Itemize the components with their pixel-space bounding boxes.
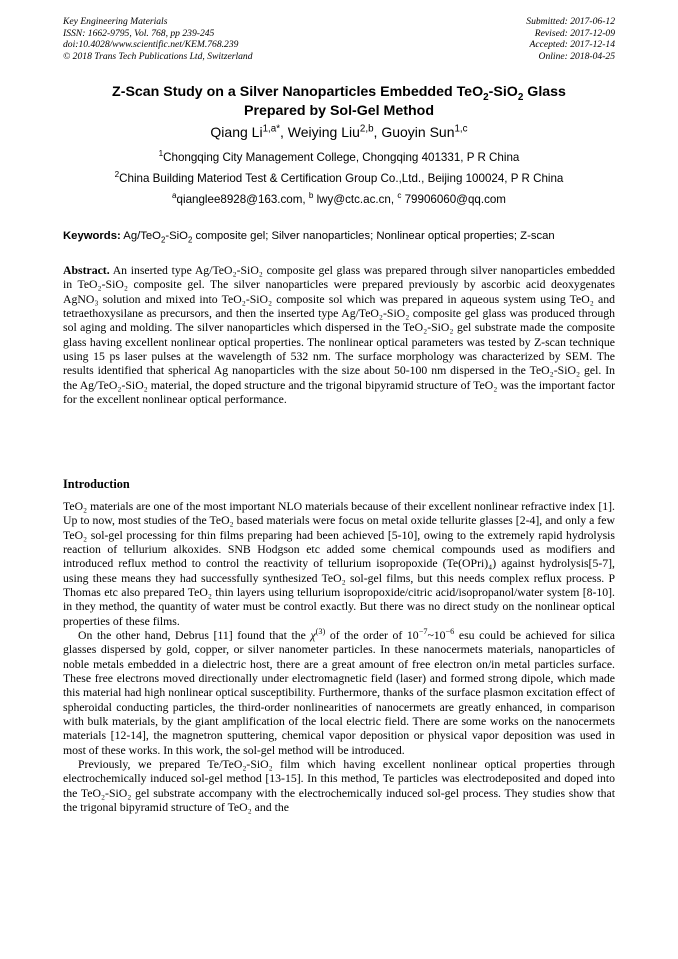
keywords bbox=[63, 229, 615, 243]
title-sub: 2 bbox=[483, 91, 489, 103]
author-name: , Weiying Liu bbox=[280, 124, 360, 140]
abstract-label: Abstract. bbox=[63, 264, 110, 277]
email-sup: b bbox=[308, 191, 314, 201]
text-run: ~10 bbox=[427, 628, 446, 642]
paper-title bbox=[63, 83, 615, 121]
email: lwy@ctc.ac.cn, bbox=[313, 193, 398, 206]
email: 79906060@qq.com bbox=[401, 193, 506, 206]
section-heading: Introduction bbox=[63, 477, 130, 491]
dates-info bbox=[526, 16, 615, 62]
chi-sup: (3) bbox=[315, 627, 326, 637]
author-sup: 1,a* bbox=[262, 123, 281, 135]
affiliation-1 bbox=[63, 151, 615, 165]
kw-text: -SiO bbox=[165, 230, 188, 242]
kw-text: Ag/TeO bbox=[120, 230, 161, 242]
aff-text: China Building Materiod Test & Certification Group Co.,Ltd., Beijing 100024, P R China bbox=[119, 172, 564, 185]
title-sub: 2 bbox=[517, 91, 524, 103]
issn: ISSN: 1662-9795, Vol. 768, pp 239-245 bbox=[63, 27, 215, 39]
text-run: of the order of 10 bbox=[325, 628, 419, 642]
journal-info bbox=[63, 16, 253, 62]
kw-sub: 2 bbox=[187, 235, 193, 245]
kw-sub: 2 bbox=[160, 235, 166, 245]
title-line2: Prepared by Sol-Gel Method bbox=[244, 103, 434, 119]
paragraph bbox=[63, 629, 615, 758]
title-part: Z-Scan Study on a Silver Nanoparticles Embedded TeO bbox=[112, 84, 484, 100]
exponent: −7 bbox=[418, 627, 428, 637]
author-name: Qiang Li bbox=[210, 124, 263, 140]
abstract bbox=[63, 264, 615, 407]
author-sup: 1,c bbox=[454, 123, 468, 135]
title-part: -SiO bbox=[488, 84, 518, 100]
kw-text: composite gel; Silver nanoparticles; Nonlinear optical properties; Z-scan bbox=[192, 230, 555, 242]
exponent: −6 bbox=[445, 627, 455, 637]
author-name: , Guoyin Sun bbox=[373, 124, 455, 140]
email: qianglee8928@163.com, bbox=[176, 193, 309, 206]
paragraph: Previously, we prepared Te/TeO₂-SiO₂ film which having excellent nonlinear optical properties through electrochemically induced sol-gel method [13-15]. In this method, Te particles was electrodeposited and doped into the TeO₂-SiO₂ gel substrate accompany with the electrochemically induced sol-gel process. They studies show that the trigonal bipyramid structure of TeO₂ and the bbox=[63, 757, 615, 814]
journal-name: Key Engineering Materials bbox=[63, 16, 168, 27]
aff-sup: 2 bbox=[114, 170, 120, 180]
aff-text: Chongqing City Management College, Chongqing 401331, P R China bbox=[163, 151, 520, 164]
author-sup: 2,b bbox=[359, 123, 374, 135]
chi-symbol: χ bbox=[310, 628, 316, 642]
paragraph: TeO₂ materials are one of the most important NLO materials because of their excellent nonlinear refractive index [1]. Up to now, most studies of the TeO₂ based materials were focus on metal oxide tellurite glasses [2-4], and only a few TeO₂ sol-gel processing for thin films preparing had been achieved [5-10], owing to the extremely rapid hydrolysis reaction of tellurium alkoxides. SNB Hodgson etc added some chemical compounds used as modifiers and introduced reflux method to control the reactivity of tellurium isopropoxide (Te(OPri)₄) against hydrolysis[5-7], using these means they had successfully synthesized TeO₂ sol-gel films, but this needs complex reflux process. P Thomas etc also prepared TeO₂ thin layers using tellurium isopropoxide/citric acid/isopropanol/water system [8-10]. in they method, the quantity of water must be control exactly. But there was no direct study on the nonlinear optical properties of these films. bbox=[63, 500, 615, 628]
aff-sup: 1 bbox=[158, 149, 164, 159]
keywords-label: Keywords: bbox=[63, 230, 121, 242]
email-sup: c bbox=[397, 191, 402, 201]
online-date: Online: 2018-04-25 bbox=[538, 50, 615, 62]
intro-body bbox=[63, 500, 615, 815]
email-sup: a bbox=[172, 191, 177, 201]
accepted-date: Accepted: 2017-12-14 bbox=[529, 39, 615, 51]
text-run: On the other hand, Debrus [11] found that the bbox=[78, 628, 311, 642]
copyright: © 2018 Trans Tech Publications Ltd, Switzerland bbox=[63, 50, 253, 62]
title-part: Glass bbox=[523, 84, 566, 100]
abstract-text: An inserted type Ag/TeO₂-SiO₂ composite gel glass was prepared through silver nanoparticles embedded in TeO₂-SiO₂ composite gel. The silver nanoparticles were prepared previously by ascorbic acid deoxygenates AgNO₃ solution and mixed into TeO₂-SiO₂ composite sol which was prepared in aqueous system using TeO₂ and tetraethoxysilane as precursors, and then the inserted type Ag/TeO₂-SiO₂ composite gel glass was produced through sol aging and molding. The silver nanoparticles which dispersed in the TeO₂-SiO₂ gel substrate made the composite glass having excellent nonlinear optical properties. The nonlinear optical parameters was tested by Z-scan technique using 15 ps laser pulses at the wavelength of 532 nm. The surface morphology was characterized by SEM. The results identified that spherical Ag nanoparticles with the size about 50-100 nm dispersed in the TeO₂-SiO₂ gel. In the Ag/TeO₂-SiO₂ material, the doped structure and the trigonal bipyramid structure of TeO₂ was the important factor for the excellent nonlinear optical performance. bbox=[63, 264, 615, 406]
revised-date: Revised: 2017-12-09 bbox=[534, 27, 615, 39]
doi: doi:10.4028/www.scientific.net/KEM.768.239 bbox=[63, 39, 239, 51]
affiliation-2 bbox=[63, 172, 615, 186]
text-run: esu could be achieved for silica glasses dispersed by gold, copper, or silver nanometer particles. In these nanocermets materials, nanoparticles of noble metals embedded in a dielectric host, there are a great amount of free electron on/in metal particles surface. These free electrons moved directionally under electromagnetic field (laser) and formed strong dipole, which made this material had high nonlinear optical susceptibility. Furthermore, thanks of the surface plasmon excitation effect of spheroidal conducting particles, the third-order nonlinearities of nanocermets are greatly enhanced, in comparison with bulk materials, by the giant amplification of the local electric field. There are some works on the nanocermets materials [12-14], the magnetron sputtering, chemical vapor deposition or physical vapor deposition was used in most of these works. In this work, the sol-gel method will be introduced. bbox=[63, 628, 615, 757]
emails bbox=[63, 193, 615, 207]
submitted-date: Submitted: 2017-06-12 bbox=[526, 16, 615, 27]
author-list bbox=[63, 123, 615, 141]
